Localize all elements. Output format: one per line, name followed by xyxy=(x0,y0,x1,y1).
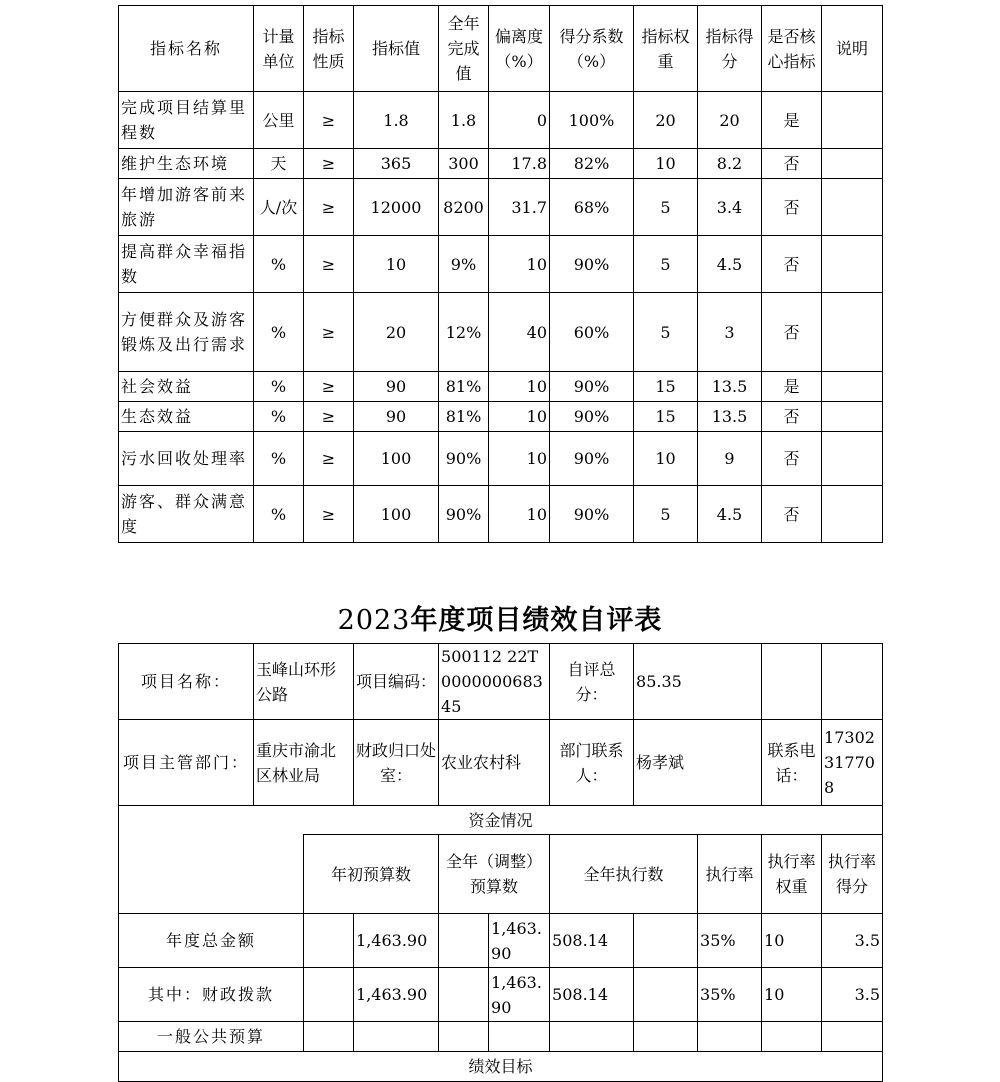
self-evaluation-table xyxy=(118,643,883,1082)
empty-cell xyxy=(439,968,489,1022)
cell-target-value: 1.8 xyxy=(354,92,439,149)
cell-indicator-name: 污水回收处理率 xyxy=(119,432,254,486)
cell-nature: ≥ xyxy=(304,236,354,293)
cell-target-value: 365 xyxy=(354,149,439,179)
funds-body xyxy=(119,914,883,1052)
header-score: 指标得分 xyxy=(698,6,762,92)
page-title xyxy=(0,598,1000,637)
cell-target-value: 10 xyxy=(354,236,439,293)
cell-weight: 20 xyxy=(634,92,698,149)
self-score-label: 自评总分： xyxy=(550,644,634,720)
dept-value: 重庆市渝北区林业局 xyxy=(254,720,354,806)
cell-completed-value: 81% xyxy=(439,402,489,432)
funds-row xyxy=(119,914,883,968)
indicator-body xyxy=(119,92,883,543)
cell-nature: ≥ xyxy=(304,179,354,236)
cell-nature: ≥ xyxy=(304,372,354,402)
cell-score-coefficient: 82% xyxy=(550,149,634,179)
cell-target-value: 100 xyxy=(354,432,439,486)
cell-is-core: 否 xyxy=(762,486,822,543)
cell-is-core: 否 xyxy=(762,179,822,236)
indicator-row xyxy=(119,236,883,293)
funds-row xyxy=(119,1022,883,1052)
project-info-row-1 xyxy=(119,644,883,720)
funds-executed-value xyxy=(550,1022,634,1052)
header-is-core: 是否核心指标 xyxy=(762,6,822,92)
funds-score-value: 3.5 xyxy=(822,968,883,1022)
empty-cell xyxy=(304,1022,354,1052)
cell-is-core: 否 xyxy=(762,236,822,293)
funds-row-label: 其中：财政拨款 xyxy=(119,968,304,1022)
funds-rate-value xyxy=(698,1022,762,1052)
cell-score-coefficient: 90% xyxy=(550,402,634,432)
finance-office-label: 财政归口处室： xyxy=(354,720,439,806)
cell-remark xyxy=(822,432,883,486)
empty-cell xyxy=(762,644,822,720)
cell-score-coefficient: 100% xyxy=(550,92,634,149)
indicator-row xyxy=(119,402,883,432)
cell-weight: 5 xyxy=(634,179,698,236)
project-name-value: 玉峰山环形公路 xyxy=(254,644,354,720)
cell-score-coefficient: 90% xyxy=(550,372,634,402)
funds-weight-value: 10 xyxy=(762,914,822,968)
contact-label: 部门联系人： xyxy=(550,720,634,806)
self-score-value: 85.35 xyxy=(634,644,762,720)
cell-deviation: 17.8 xyxy=(489,149,550,179)
funds-executed-value: 508.14 xyxy=(550,968,634,1022)
empty-cell xyxy=(634,1022,698,1052)
cell-nature: ≥ xyxy=(304,92,354,149)
empty-cell xyxy=(634,914,698,968)
cell-remark xyxy=(822,149,883,179)
funds-header-rate: 执行率 xyxy=(698,835,762,914)
cell-unit: % xyxy=(254,432,304,486)
cell-unit: 人/次 xyxy=(254,179,304,236)
cell-weight: 15 xyxy=(634,372,698,402)
cell-unit: % xyxy=(254,402,304,432)
empty-cell xyxy=(822,644,883,720)
funds-header-adjusted: 全年（调整）预算数 xyxy=(439,835,550,914)
cell-indicator-name: 提高群众幸福指数 xyxy=(119,236,254,293)
cell-unit: % xyxy=(254,372,304,402)
cell-unit: % xyxy=(254,293,304,372)
funds-section-row xyxy=(119,806,883,835)
title-year: 2023 xyxy=(337,605,411,636)
phone-label: 联系电话： xyxy=(762,720,822,806)
cell-score: 9 xyxy=(698,432,762,486)
funds-initial-value xyxy=(354,1022,439,1052)
header-remark: 说明 xyxy=(822,6,883,92)
cell-score: 4.5 xyxy=(698,486,762,543)
cell-weight: 5 xyxy=(634,293,698,372)
empty-cell xyxy=(304,968,354,1022)
contact-value: 杨孝斌 xyxy=(634,720,762,806)
cell-score-coefficient: 90% xyxy=(550,486,634,543)
cell-unit: 天 xyxy=(254,149,304,179)
dept-label: 项目主管部门： xyxy=(119,720,254,806)
goals-section-row xyxy=(119,1052,883,1082)
cell-indicator-name: 社会效益 xyxy=(119,372,254,402)
funds-weight-value xyxy=(762,1022,822,1052)
funds-executed-value: 508.14 xyxy=(550,914,634,968)
cell-score: 3 xyxy=(698,293,762,372)
cell-remark xyxy=(822,179,883,236)
cell-score-coefficient: 90% xyxy=(550,236,634,293)
cell-completed-value: 90% xyxy=(439,432,489,486)
funds-row-label: 年度总金额 xyxy=(119,914,304,968)
cell-is-core: 是 xyxy=(762,372,822,402)
cell-deviation: 0 xyxy=(489,92,550,149)
cell-score-coefficient: 68% xyxy=(550,179,634,236)
cell-completed-value: 9% xyxy=(439,236,489,293)
cell-remark xyxy=(822,92,883,149)
cell-weight: 10 xyxy=(634,149,698,179)
cell-deviation: 10 xyxy=(489,486,550,543)
project-code-label: 项目编码： xyxy=(354,644,439,720)
funds-header-blank xyxy=(119,835,304,914)
funds-header-weight: 执行率权重 xyxy=(762,835,822,914)
header-indicator-name: 指标名称 xyxy=(119,6,254,92)
cell-is-core: 否 xyxy=(762,432,822,486)
cell-score: 13.5 xyxy=(698,402,762,432)
cell-score-coefficient: 60% xyxy=(550,293,634,372)
cell-deviation: 40 xyxy=(489,293,550,372)
cell-target-value: 90 xyxy=(354,402,439,432)
cell-remark xyxy=(822,372,883,402)
funds-row-label: 一般公共预算 xyxy=(119,1022,304,1052)
empty-cell xyxy=(439,1022,489,1052)
cell-remark xyxy=(822,402,883,432)
funds-initial-value: 1,463.90 xyxy=(354,968,439,1022)
funds-header-score: 执行率得分 xyxy=(822,835,883,914)
funds-adjusted-value: 1,463.90 xyxy=(489,914,550,968)
indicator-row xyxy=(119,486,883,543)
indicator-table xyxy=(118,5,883,543)
cell-nature: ≥ xyxy=(304,293,354,372)
cell-target-value: 90 xyxy=(354,372,439,402)
cell-indicator-name: 生态效益 xyxy=(119,402,254,432)
cell-completed-value: 1.8 xyxy=(439,92,489,149)
cell-indicator-name: 维护生态环境 xyxy=(119,149,254,179)
cell-indicator-name: 方便群众及游客锻炼及出行需求 xyxy=(119,293,254,372)
cell-indicator-name: 完成项目结算里程数 xyxy=(119,92,254,149)
cell-score: 4.5 xyxy=(698,236,762,293)
funds-header-row xyxy=(119,835,883,914)
goals-section-title: 绩效目标 xyxy=(119,1052,883,1082)
funds-rate-value: 35% xyxy=(698,914,762,968)
cell-unit: % xyxy=(254,486,304,543)
cell-unit: % xyxy=(254,236,304,293)
cell-nature: ≥ xyxy=(304,486,354,543)
indicator-row xyxy=(119,179,883,236)
funds-header-initial: 年初预算数 xyxy=(304,835,439,914)
cell-completed-value: 90% xyxy=(439,486,489,543)
cell-target-value: 12000 xyxy=(354,179,439,236)
cell-completed-value: 12% xyxy=(439,293,489,372)
cell-indicator-name: 游客、群众满意度 xyxy=(119,486,254,543)
cell-remark xyxy=(822,293,883,372)
header-score-coefficient: 得分系数（%） xyxy=(550,6,634,92)
cell-indicator-name: 年增加游客前来旅游 xyxy=(119,179,254,236)
header-completed-value: 全年完成值 xyxy=(439,6,489,92)
header-target-value: 指标值 xyxy=(354,6,439,92)
empty-cell xyxy=(634,968,698,1022)
cell-nature: ≥ xyxy=(304,149,354,179)
funds-adjusted-value: 1,463.90 xyxy=(489,968,550,1022)
cell-nature: ≥ xyxy=(304,402,354,432)
finance-office-value: 农业农村科 xyxy=(439,720,550,806)
header-unit: 计量单位 xyxy=(254,6,304,92)
indicator-row xyxy=(119,92,883,149)
cell-weight: 5 xyxy=(634,236,698,293)
cell-deviation: 10 xyxy=(489,372,550,402)
cell-unit: 公里 xyxy=(254,92,304,149)
cell-nature: ≥ xyxy=(304,432,354,486)
cell-deviation: 10 xyxy=(489,432,550,486)
phone-value: 17302317708 xyxy=(822,720,883,806)
funds-initial-value: 1,463.90 xyxy=(354,914,439,968)
cell-is-core: 否 xyxy=(762,402,822,432)
cell-target-value: 20 xyxy=(354,293,439,372)
cell-remark xyxy=(822,486,883,543)
cell-deviation: 31.7 xyxy=(489,179,550,236)
funds-score-value: 3.5 xyxy=(822,914,883,968)
project-info-row-2 xyxy=(119,720,883,806)
cell-score: 8.2 xyxy=(698,149,762,179)
cell-weight: 10 xyxy=(634,432,698,486)
indicator-header-row xyxy=(119,6,883,92)
cell-is-core: 否 xyxy=(762,293,822,372)
indicator-row xyxy=(119,149,883,179)
cell-is-core: 是 xyxy=(762,92,822,149)
funds-section-title: 资金情况 xyxy=(119,806,883,835)
funds-header-executed: 全年执行数 xyxy=(550,835,698,914)
funds-adjusted-value xyxy=(489,1022,550,1052)
cell-remark xyxy=(822,236,883,293)
cell-deviation: 10 xyxy=(489,402,550,432)
header-nature: 指标性质 xyxy=(304,6,354,92)
cell-completed-value: 81% xyxy=(439,372,489,402)
funds-weight-value: 10 xyxy=(762,968,822,1022)
funds-score-value xyxy=(822,1022,883,1052)
indicator-row xyxy=(119,432,883,486)
project-code-value: 500112 22T000000068345 xyxy=(439,644,550,720)
empty-cell xyxy=(439,914,489,968)
indicator-row xyxy=(119,372,883,402)
cell-deviation: 10 xyxy=(489,236,550,293)
header-weight: 指标权重 xyxy=(634,6,698,92)
cell-is-core: 否 xyxy=(762,149,822,179)
cell-score: 3.4 xyxy=(698,179,762,236)
cell-weight: 5 xyxy=(634,486,698,543)
header-deviation: 偏离度（%） xyxy=(489,6,550,92)
cell-target-value: 100 xyxy=(354,486,439,543)
cell-completed-value: 8200 xyxy=(439,179,489,236)
title-text: 年度项目绩效自评表 xyxy=(410,605,663,636)
funds-row xyxy=(119,968,883,1022)
indicator-row xyxy=(119,293,883,372)
cell-weight: 15 xyxy=(634,402,698,432)
empty-cell xyxy=(304,914,354,968)
cell-score-coefficient: 90% xyxy=(550,432,634,486)
cell-score: 13.5 xyxy=(698,372,762,402)
funds-rate-value: 35% xyxy=(698,968,762,1022)
cell-completed-value: 300 xyxy=(439,149,489,179)
project-name-label: 项目名称： xyxy=(119,644,254,720)
cell-score: 20 xyxy=(698,92,762,149)
